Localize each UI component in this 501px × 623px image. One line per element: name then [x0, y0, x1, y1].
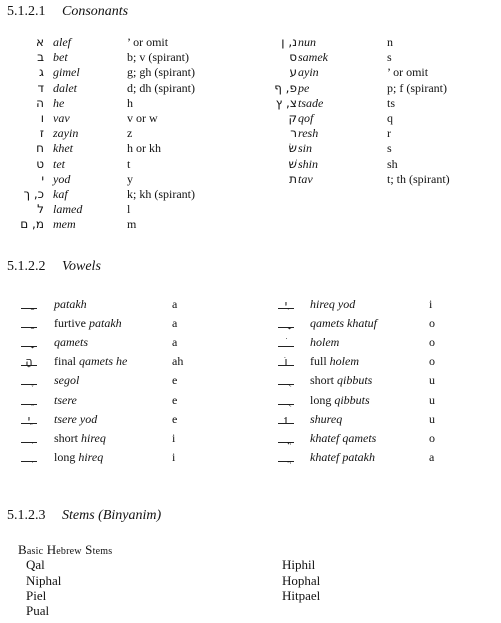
transliteration: y	[127, 171, 133, 186]
hebrew-letter: מ, ם	[20, 217, 44, 232]
transliteration: i	[172, 449, 176, 464]
hebrew-letter: ב	[37, 50, 44, 65]
title-smallcaps: tems	[92, 546, 113, 557]
vowel-prefix: furtive	[54, 316, 89, 331]
vowel-name: qamets he	[79, 354, 128, 369]
vowel-name: qamets khatuf	[310, 316, 377, 331]
letter-name: dalet	[53, 80, 77, 95]
transliteration: o	[429, 354, 435, 369]
vowel-name: qibbuts	[334, 392, 370, 407]
transliteration: ts	[387, 95, 396, 110]
vowel-mark: ֵי	[27, 412, 31, 426]
letter-name: mem	[53, 217, 76, 232]
vowel-mark	[16, 450, 42, 465]
letter-name: he	[53, 95, 65, 110]
vowel-name: patakh	[89, 316, 122, 331]
vowel-mark	[16, 431, 42, 446]
vowel-name: shureq	[310, 411, 343, 426]
hebrew-letter: ח	[36, 141, 44, 156]
transliteration: b; v (spirant)	[127, 50, 189, 65]
vowel-mark	[273, 431, 299, 446]
vowel-mark	[273, 335, 299, 350]
vowel-mark	[16, 393, 42, 408]
transliteration: z	[127, 126, 133, 141]
vowel-mark: ִי	[284, 298, 288, 311]
vowel-symbol	[273, 450, 299, 462]
vowel-name: qibbuts	[337, 373, 373, 388]
section-number: 5.1.2.2	[7, 259, 46, 274]
transliteration: u	[429, 411, 435, 426]
vowels-heading	[7, 259, 101, 275]
hebrew-letter: י	[41, 171, 44, 186]
vowel-mark: ָה	[25, 355, 33, 369]
letter-name: nun	[298, 35, 316, 49]
hebrew-letter: שׂ	[288, 141, 297, 156]
letter-name: samek	[298, 50, 328, 65]
title-initial: H	[46, 542, 57, 557]
vowel-mark: וּ	[284, 412, 288, 426]
vowel-name: tsere	[54, 392, 77, 407]
stem-item: Hitpael	[282, 588, 321, 603]
vowel-prefix: short	[310, 373, 337, 388]
hebrew-letter: נ, ן	[281, 35, 297, 49]
title-smallcaps: ebrew	[56, 546, 82, 557]
stems-heading	[7, 508, 161, 524]
stem-item: Pual	[26, 603, 50, 618]
letter-name: shin	[298, 156, 319, 171]
hebrew-letter: ה	[36, 95, 44, 110]
vowel-symbol	[16, 354, 42, 369]
vowel-name: tsere yod	[54, 411, 98, 426]
vowel-symbol	[273, 431, 299, 443]
transliteration: e	[172, 411, 178, 426]
hebrew-letter: ו	[40, 111, 44, 125]
vowel-mark	[273, 373, 299, 388]
hebrew-letter: ט	[36, 156, 44, 171]
letter-name: tsade	[298, 95, 324, 110]
transliteration: sh	[387, 156, 398, 171]
letter-name: yod	[53, 171, 71, 186]
transliteration: e	[172, 373, 178, 388]
vowel-symbol	[273, 354, 299, 369]
vowel-symbol	[273, 335, 299, 347]
vowel-symbol	[16, 431, 42, 443]
vowel-mark	[16, 297, 42, 312]
vowel-name: qamets	[54, 335, 88, 350]
transliteration: t; th (spirant)	[387, 171, 450, 186]
transliteration: e	[172, 392, 178, 407]
transliteration: o	[429, 316, 435, 331]
title-initial: S	[85, 542, 93, 557]
vowel-name: segol	[54, 373, 80, 388]
transliteration: a	[429, 449, 435, 464]
vowel-symbol	[273, 297, 299, 309]
vowel-mark	[16, 373, 42, 388]
vowel-prefix: long	[310, 392, 335, 407]
letter-name: tav	[298, 171, 313, 186]
transliteration: n	[387, 35, 393, 49]
transliteration: a	[172, 297, 178, 311]
hebrew-letter: א	[35, 35, 44, 49]
title-smallcaps: asic	[26, 546, 44, 557]
letter-name: gimel	[53, 65, 80, 80]
vowel-symbol	[16, 297, 42, 309]
transliteration: ah	[172, 354, 184, 369]
letter-name: qof	[298, 111, 314, 125]
transliteration: u	[429, 392, 435, 407]
letter-name: resh	[298, 126, 319, 141]
transliteration: o	[429, 335, 435, 350]
transliteration: t	[127, 156, 131, 171]
hebrew-letter: ג	[39, 65, 44, 80]
section-title: Consonants	[62, 4, 129, 19]
vowel-name: hireq	[81, 430, 106, 445]
vowel-name: khatef patakh	[310, 449, 375, 464]
stem-item: Niphal	[26, 573, 62, 588]
letter-name: vav	[53, 111, 70, 125]
vowel-prefix: long	[54, 449, 79, 464]
section-number: 5.1.2.1	[7, 4, 46, 19]
transliteration: i	[172, 430, 176, 445]
transliteration: o	[429, 430, 435, 445]
transliteration: s	[387, 50, 392, 65]
hebrew-letter: ז	[39, 126, 44, 141]
vowel-symbol	[16, 316, 42, 328]
vowel-symbol	[273, 316, 299, 328]
transliteration: r	[387, 126, 391, 141]
stem-item: Qal	[26, 557, 45, 572]
vowel-prefix: full	[310, 354, 330, 369]
letter-name: khet	[53, 141, 73, 156]
letter-name: zayin	[53, 126, 79, 141]
hebrew-letter: ק	[288, 111, 297, 125]
vowel-mark	[273, 393, 299, 408]
hebrew-letter: שׁ	[288, 156, 297, 171]
transliteration: a	[172, 316, 178, 331]
vowel-name: holem	[329, 354, 359, 369]
transliteration: v or w	[127, 111, 158, 125]
stem-item: Hiphil	[282, 557, 316, 572]
transliteration: l	[127, 202, 131, 217]
hebrew-letter: ס	[289, 50, 297, 65]
transliteration: p; f (spirant)	[387, 80, 447, 95]
title-initial: B	[18, 542, 27, 557]
section-title: Vowels	[62, 259, 101, 274]
transliteration: i	[429, 297, 433, 311]
hebrew-letter: כ, ך	[23, 187, 44, 201]
vowel-name: hireq yod	[310, 297, 356, 311]
vowel-symbol	[16, 335, 42, 347]
transliteration: a	[172, 335, 178, 350]
vowel-symbol	[273, 412, 299, 424]
stem-item: Piel	[26, 588, 47, 603]
stem-item: Hophal	[282, 573, 321, 588]
transliteration: m	[127, 217, 137, 232]
vowel-mark: וֹ	[284, 355, 288, 369]
vowel-mark	[273, 316, 299, 331]
vowel-prefix: final	[54, 354, 79, 369]
hebrew-letter: ד	[37, 80, 44, 95]
transliteration: h	[127, 95, 133, 110]
hebrew-letter: ת	[289, 171, 297, 186]
transliteration: ’ or omit	[387, 65, 429, 80]
transliteration: u	[429, 373, 435, 388]
transliteration: s	[387, 141, 392, 156]
vowel-mark	[273, 450, 299, 465]
vowel-name: hireq	[78, 449, 104, 464]
transliteration: h or kh	[127, 141, 161, 156]
hebrew-letter: ע	[289, 65, 297, 80]
letter-name: ayin	[298, 65, 319, 80]
letter-name: bet	[53, 50, 68, 65]
hebrew-letter: ל	[37, 202, 44, 217]
letter-name: alef	[53, 35, 71, 49]
transliteration: d; dh (spirant)	[127, 80, 195, 95]
letter-name: pe	[298, 80, 310, 95]
section-title: Stems (Binyanim)	[62, 508, 162, 523]
vowel-prefix: short	[54, 430, 81, 445]
transliteration: k; kh (spirant)	[127, 187, 195, 201]
vowel-symbol	[273, 373, 299, 385]
letter-name: kaf	[53, 187, 68, 201]
vowel-symbol	[273, 393, 299, 405]
vowel-symbol	[16, 450, 42, 462]
section-number: 5.1.2.3	[7, 508, 46, 523]
transliteration: g; gh (spirant)	[127, 65, 195, 80]
vowel-symbol	[16, 373, 42, 385]
hebrew-letter: פ, ף	[274, 80, 297, 95]
basic-hebrew-stems-title	[18, 542, 112, 558]
transliteration: q	[387, 111, 393, 125]
transliteration: ’ or omit	[127, 35, 169, 49]
consonants-heading	[7, 4, 128, 20]
letter-name: lamed	[53, 202, 83, 217]
vowel-symbol	[16, 412, 42, 424]
hebrew-letter: ר	[290, 126, 297, 141]
vowel-mark	[16, 335, 42, 350]
vowel-mark	[16, 316, 42, 331]
vowel-symbol	[16, 393, 42, 405]
letter-name: sin	[298, 141, 313, 156]
hebrew-letter: צ, ץ	[275, 95, 297, 110]
vowel-name: holem	[310, 335, 340, 350]
vowel-name: patakh	[54, 297, 87, 311]
vowel-name: khatef qamets	[310, 430, 377, 445]
letter-name: tet	[53, 156, 65, 171]
